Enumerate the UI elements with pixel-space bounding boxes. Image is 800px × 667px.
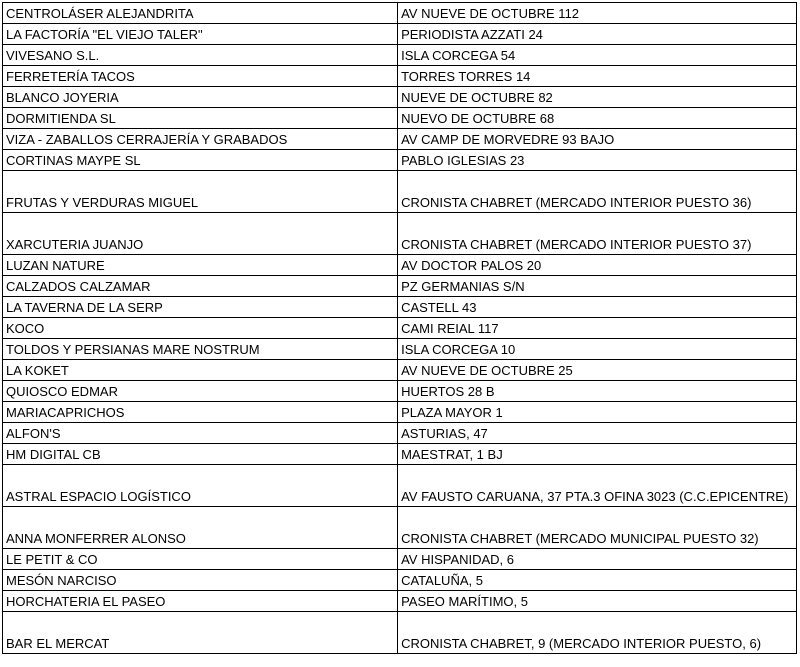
shop-address-cell: ISLA CORCEGA 10 — [398, 339, 797, 360]
table-row — [3, 612, 797, 654]
table-row — [3, 549, 797, 570]
shops-table-body — [3, 3, 797, 654]
table-row — [3, 129, 797, 150]
shop-name-cell: LUZAN NATURE — [3, 255, 398, 276]
table-row — [3, 213, 797, 255]
table-row — [3, 423, 797, 444]
shop-address-cell: CASTELL 43 — [398, 297, 797, 318]
table-row — [3, 381, 797, 402]
table-row — [3, 339, 797, 360]
shop-name-cell: LA KOKET — [3, 360, 398, 381]
shop-name-cell: LA TAVERNA DE LA SERP — [3, 297, 398, 318]
shop-address-cell: PERIODISTA AZZATI 24 — [398, 24, 797, 45]
shop-address-cell: PLAZA MAYOR 1 — [398, 402, 797, 423]
shop-address-cell: AV DOCTOR PALOS 20 — [398, 255, 797, 276]
table-row — [3, 255, 797, 276]
shop-address-cell: CRONISTA CHABRET (MERCADO MUNICIPAL PUESTO 32) — [398, 507, 797, 549]
table-row — [3, 45, 797, 66]
shop-address-cell: ASTURIAS, 47 — [398, 423, 797, 444]
shop-name-cell: LA FACTORÍA "EL VIEJO TALER" — [3, 24, 398, 45]
shop-name-cell: MARIACAPRICHOS — [3, 402, 398, 423]
shop-name-cell: FERRETERÍA TACOS — [3, 66, 398, 87]
shop-name-cell: VIZA - ZABALLOS CERRAJERÍA Y GRABADOS — [3, 129, 398, 150]
table-row — [3, 570, 797, 591]
table-row — [3, 3, 797, 24]
shop-address-cell: CATALUÑA, 5 — [398, 570, 797, 591]
shop-address-cell: NUEVO DE OCTUBRE 68 — [398, 108, 797, 129]
shop-name-cell: CORTINAS MAYPE SL — [3, 150, 398, 171]
table-row — [3, 171, 797, 213]
table-row — [3, 66, 797, 87]
shop-name-cell: XARCUTERIA JUANJO — [3, 213, 398, 255]
table-row — [3, 87, 797, 108]
table-row — [3, 507, 797, 549]
shop-name-cell: ANNA MONFERRER ALONSO — [3, 507, 398, 549]
table-row — [3, 465, 797, 507]
shop-address-cell: ISLA CORCEGA 54 — [398, 45, 797, 66]
table-row — [3, 360, 797, 381]
shop-address-cell: CRONISTA CHABRET (MERCADO INTERIOR PUESTO 37) — [398, 213, 797, 255]
shop-name-cell: ALFON'S — [3, 423, 398, 444]
shop-name-cell: VIVESANO S.L. — [3, 45, 398, 66]
shop-address-cell: AV HISPANIDAD, 6 — [398, 549, 797, 570]
shop-name-cell: BLANCO JOYERIA — [3, 87, 398, 108]
shop-name-cell: DORMITIENDA SL — [3, 108, 398, 129]
shop-address-cell: HUERTOS 28 B — [398, 381, 797, 402]
shop-address-cell: AV NUEVE DE OCTUBRE 25 — [398, 360, 797, 381]
table-row — [3, 297, 797, 318]
table-row — [3, 318, 797, 339]
shop-name-cell: TOLDOS Y PERSIANAS MARE NOSTRUM — [3, 339, 398, 360]
table-row — [3, 150, 797, 171]
table-row — [3, 24, 797, 45]
shop-address-cell: CRONISTA CHABRET (MERCADO INTERIOR PUESTO 36) — [398, 171, 797, 213]
shop-name-cell: FRUTAS Y VERDURAS MIGUEL — [3, 171, 398, 213]
shop-address-cell: PZ GERMANIAS S/N — [398, 276, 797, 297]
shop-address-cell: PASEO MARÍTIMO, 5 — [398, 591, 797, 612]
shop-name-cell: CALZADOS CALZAMAR — [3, 276, 398, 297]
shop-address-cell: MAESTRAT, 1 BJ — [398, 444, 797, 465]
shop-address-cell: AV FAUSTO CARUANA, 37 PTA.3 OFINA 3023 (C.C.EPICENTRE) — [398, 465, 797, 507]
shop-name-cell: HORCHATERIA EL PASEO — [3, 591, 398, 612]
table-row — [3, 591, 797, 612]
shop-name-cell: ASTRAL ESPACIO LOGÍSTICO — [3, 465, 398, 507]
shop-address-cell: CRONISTA CHABRET, 9 (MERCADO INTERIOR PUESTO, 6) — [398, 612, 797, 654]
shop-address-cell: AV NUEVE DE OCTUBRE 112 — [398, 3, 797, 24]
shops-table — [2, 2, 797, 654]
shop-name-cell: MESÓN NARCISO — [3, 570, 398, 591]
shop-name-cell: LE PETIT & CO — [3, 549, 398, 570]
shop-name-cell: BAR EL MERCAT — [3, 612, 398, 654]
table-row — [3, 276, 797, 297]
table-row — [3, 444, 797, 465]
shop-name-cell: HM DIGITAL CB — [3, 444, 398, 465]
table-row — [3, 108, 797, 129]
shop-address-cell: TORRES TORRES 14 — [398, 66, 797, 87]
shop-address-cell: PABLO IGLESIAS 23 — [398, 150, 797, 171]
shop-address-cell: CAMI REIAL 117 — [398, 318, 797, 339]
shop-address-cell: NUEVE DE OCTUBRE 82 — [398, 87, 797, 108]
shop-name-cell: KOCO — [3, 318, 398, 339]
shop-name-cell: CENTROLÁSER ALEJANDRITA — [3, 3, 398, 24]
shop-address-cell: AV CAMP DE MORVEDRE 93 BAJO — [398, 129, 797, 150]
shop-name-cell: QUIOSCO EDMAR — [3, 381, 398, 402]
table-row — [3, 402, 797, 423]
